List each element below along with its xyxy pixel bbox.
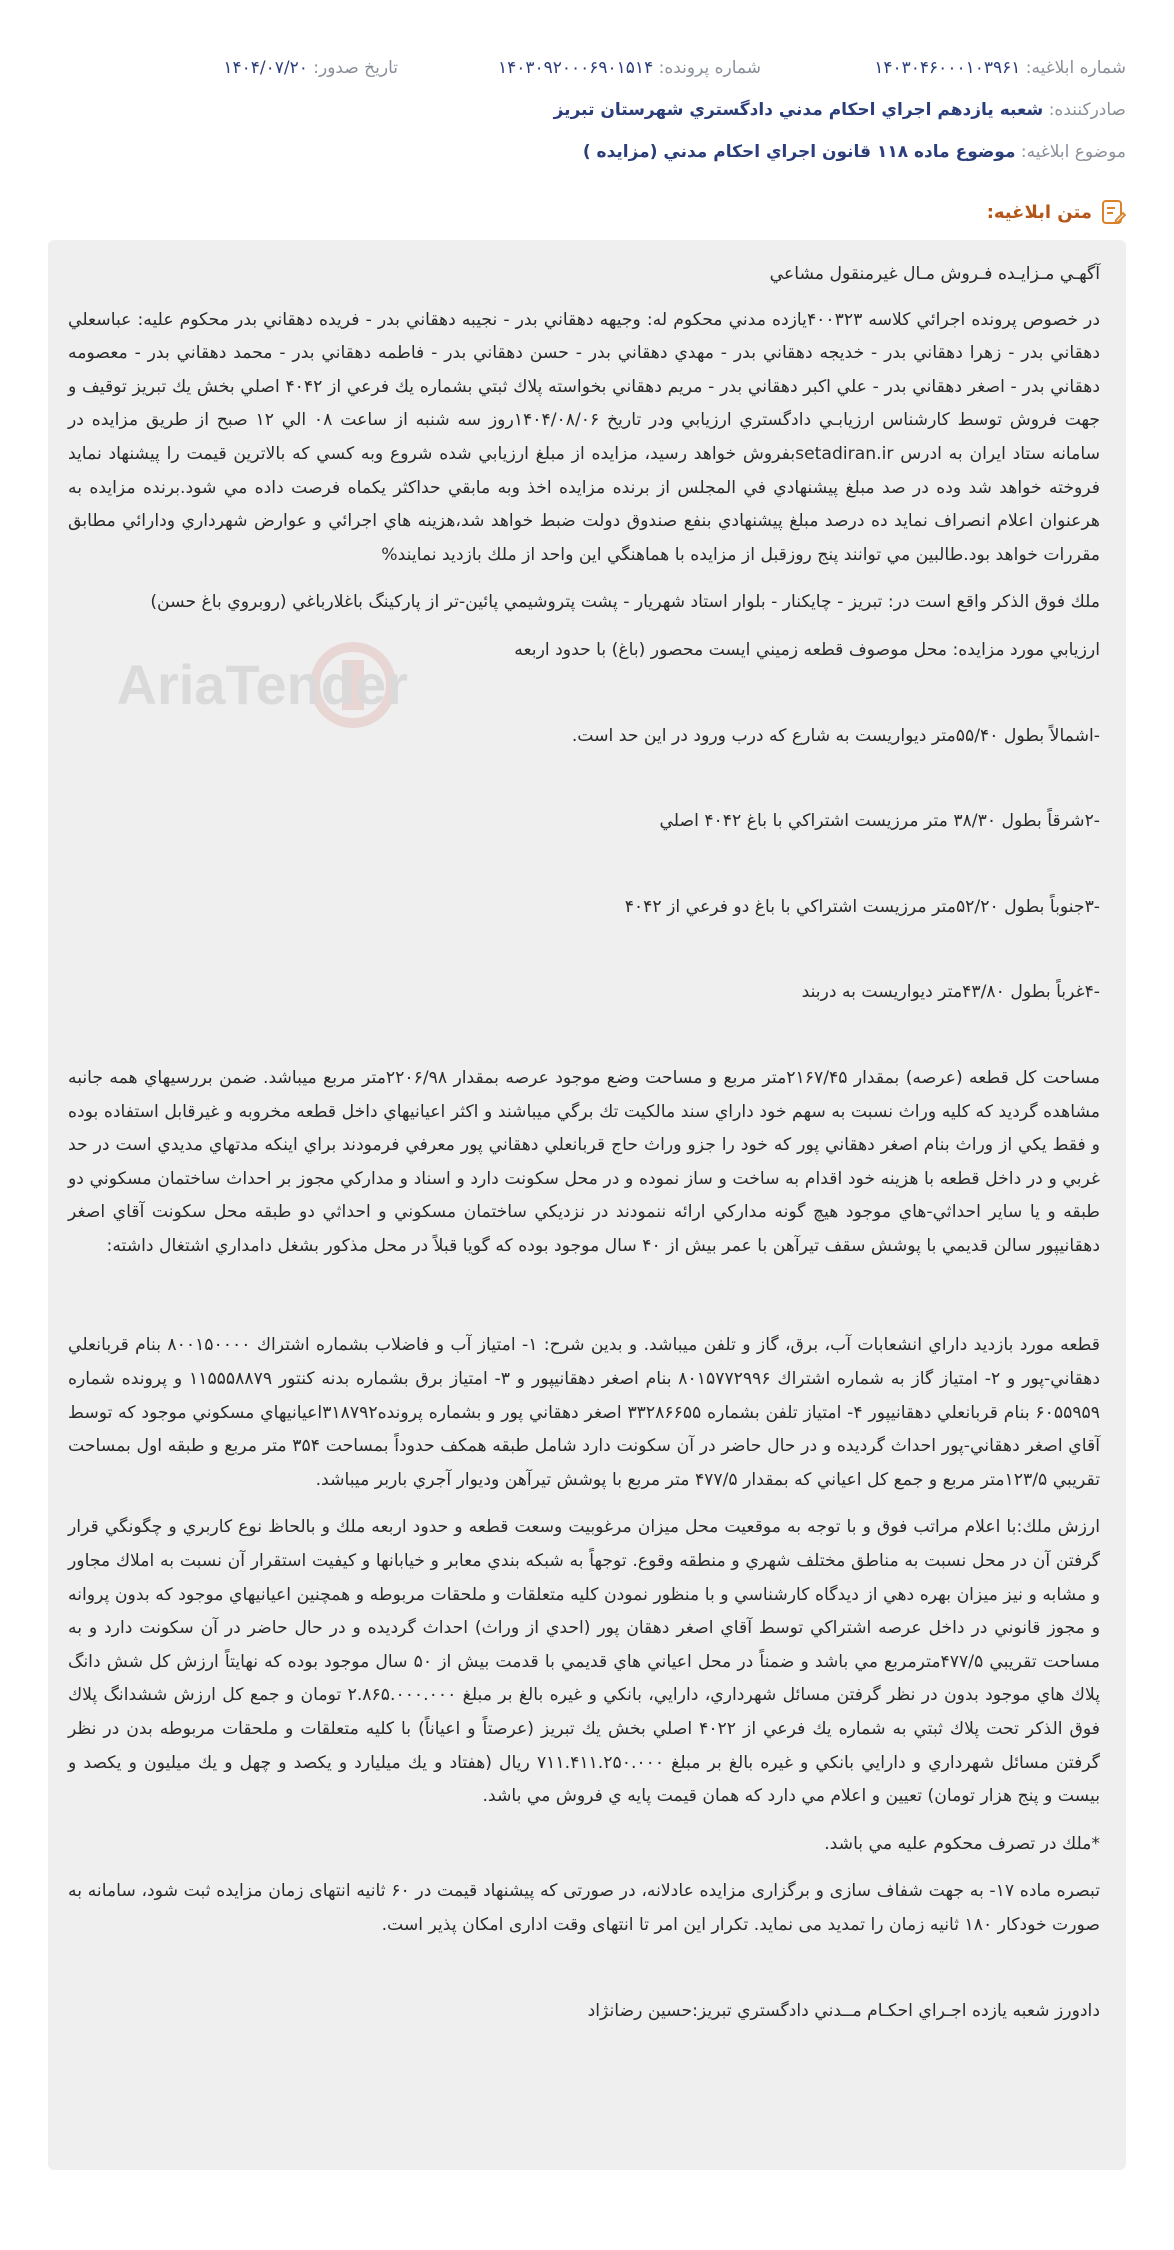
issue-date-label: تاریخ صدور: [313, 58, 398, 78]
issue-date-value: ۱۴۰۴/۰۷/۲۰ [223, 58, 308, 78]
issuer-value: شعبه یازدهم اجراي احكام مدني دادگستري شهرستان تبريز [553, 100, 1044, 120]
notice-text-header [987, 198, 1126, 226]
notice-boundary-west: -۴غرباً بطول ۴۳/۸۰متر ديواريست به دربند [801, 982, 1100, 1003]
notice-boundary-north: -اشمالاً بطول ۵۵/۴۰متر ديواريست به شارع كه درب ورود در اين حد است. [571, 725, 1100, 746]
notice-paragraph-possession: *ملك در تصرف محكوم عليه مي باشد. [824, 1833, 1100, 1854]
issuer-label: صادرکننده: [1048, 100, 1126, 120]
subject-value: موضوع ماده ۱۱۸ قانون اجراي احكام مدني (مزايده ) [582, 142, 1016, 162]
notice-number-value: ۱۴۰۳۰۴۶۰۰۰۱۰۳۹۶۱ [874, 58, 1021, 78]
meta-row-subject [48, 140, 1126, 164]
notice-signature: دادورز شعبه يازده اجـراي احكـام مــدني دادگستري تبريز:حسين رضانژاد [587, 2000, 1100, 2021]
notice-number [874, 56, 1126, 80]
notice-paragraph-area: مساحت كل قطعه (عرصه) بمقدار ۲۱۶۷/۴۵متر مربع و مساحت وضع موجود عرصه بمقدار ۲۲۰۶/۹۸متر مربع ميباشد. ضمن بررسيهاي همه جانبه مشاهده گرديد كه كليه وراث نسبت به سهم خود داراي سند مالكيت تك برگي ميباشند و اكثر اعيانيهاي داخل قطعه مخروبه و غيرقابل استفاده بوده و فقط يكي از وراث بنام اصغر دهقاني پور كه خود را جزو وراث حاج قربانعلي دهقاني پور معرفي فرمودند براي اينكه مدتهاي مديدي است در حد غربي و در داخل قطعه با هزينه خود اقدام به ساخت و ساز نموده و در محل سكونت دارد و اسناد و مداركي مجوز بر احداث ساختمان مسكوني دو طبقه و يا ساير احداثي-هاي موجود هيچ گونه مداركي ارائه ننمودند در نزديكي ساختمان مسكوني و احداثي دو طبقه محل سكونت آقاي اصغر دهقانيپور سالن قديمي با پوشش سقف تيرآهن با عمر بيش از ۴۰ سال موجود بوده كه گويا قبلاً در محل مذكور بشغل دامداري اشتغال داشته: [68, 1067, 1100, 1256]
notice-heading: آگهـي مـزايـده فـروش مـال غيرمنقول مشاعي [769, 264, 1100, 284]
case-number-value: ۱۴۰۳۰۹۲۰۰۰۶۹۰۱۵۱۴ [497, 58, 654, 78]
subject-label: موضوع ابلاغیه: [1020, 142, 1126, 162]
notice-number-label: شماره ابلاغیه: [1025, 58, 1126, 78]
notice-paragraph-case: در خصوص پرونده اجرائي كلاسه ۴۰۰۳۲۳يازده مدني محكوم له: وجيهه دهقاني بدر - نجيبه دهقاني بدر - فريده دهقاني بدر محكوم عليه: عباسعلي دهقاني بدر - زهرا دهقاني بدر - خديجه دهقاني بدر - مهدي دهقاني بدر - حسن دهقاني بدر - فاطمه دهقاني بدر - محمد دهقاني بدر - معصومه دهقاني بدر - اصغر دهقاني بدر - علي اكبر دهقاني بدر - مريم دهقاني بخواسته پلاك ثبتي بشماره يك فرعي از ۴۰۴۲ اصلي بخش يك تبريز توقيف و جهت فروش توسط كارشناس ارزيابـي دادگستري ارزيابي ودر تاريخ ۱۴۰۴/۰۸/۰۶روز سه شنبه از ساعت ۰۸ الي ۱۲ صبح از طريق مزايده در سامانه ستاد ايران به ادرس setadiran.irبفروش خواهد رسيد، مزايده از مبلغ ارزيابي شده شروع وبه كسي كه بالاترين قيمت را پيشنهاد نمايد فروخته خواهد شد وده در صد مبلغ پيشنهادي في المجلس از برنده مزايده اخذ وبه مابقي حداكثر يكماه فرصت داده مي شود.برنده مزايده به هرعنوان اعلام انصراف نمايد ده درصد مبلغ پيشنهادي بنفع صندوق دولت ضبط خواهد شد،هزينه هاي اجرائي و عوارض شهرداري ودارائي مطابق مقررات خواهد بود.طالبين مي توانند پنج روزقبل از مزايده با هماهنگي اين واحد از ملك بازديد نمايند% [68, 309, 1101, 565]
notice-text-title: متن ابلاغیه: [986, 201, 1092, 223]
case-number-label: شماره پرونده: [658, 58, 761, 78]
svg-text:AriaTender: AriaTender [116, 653, 408, 716]
notice-boundary-south: -۳جنوباً بطول ۵۲/۲۰متر مرزيست اشتراكي با باغ دو فرعي از ۴۰۴۲ [624, 896, 1100, 917]
case-number [498, 56, 761, 80]
issue-date [223, 56, 398, 80]
notice-paragraph-evaluation: ارزيابي مورد مزايده: محل موصوف قطعه زميني ايست محصور (باغ) با حدود اربعه [514, 639, 1100, 660]
notice-boundary-east: -۲شرقاً بطول ۳۸/۳۰ متر مرزيست اشتراكي با باغ ۴۰۴۲ اصلي [659, 811, 1100, 832]
notice-paragraph-value: ارزش ملك:با اعلام مراتب فوق و با توجه به موقعيت محل ميزان مرغوبيت وسعت قطعه و حدود اربعه ملك و بالحاظ نوع كاربري و چگونگي قرار گرفتن آن در محل نسبت به مناطق مختلف شهري و منطقه وقوع. توجهاً به شبكه بندي معابر و خيابانها و كيفيت استقرار آن نسبت به املاك مجاور و مشابه و نيز ميزان بهره دهي از ديدگاه كارشناسي و با منظور نمودن كليه متعلقات و ملحقات مربوطه و همچنين اعيانيهاي موجود كه بدون پروانه و مجوز قانوني در داخل عرصه اشتراكي توسط آقاي اصغر دهقان پور (احدي از وراث) احداث گرديده و در حال حاضر در آن سكونت دارد و به مساحت تقريبي ۴۷۷/۵مترمربع مي باشد و ضمناً در محل اعياني هاي قديمي با قدمت بيش از ۵۰ سال موجود بوده كه نهايتاً ارزش كل شش دانگ پلاك هاي موجود بدون در نظر گرفتن مسائل شهرداري، دارايي، بانكي و غيره بالغ بر مبلغ ۲.۸۶۵.۰۰۰.۰۰۰ تومان و جمع كل ارزش ششدانگ پلاك فوق الذكر تحت پلاك ثبتي به شماره يك فرعي از ۴۰۲۲ اصلي بخش يك تبريز (عرصتاً و اعياناً) با كليه متعلقات و ملحقات مربوطه بدن در نظر گرفتن مسائل شهرداري و دارايي بانكي و غيره بالغ بر مبلغ ۷۱۱.۴۱۱.۲۵۰.۰۰۰ ريال (هفتاد و يك ميليارد و يكصد و چهل و يك ميليون و يكصد و بيست و پنج هزار تومان) تعيين و اعلام مي دارد كه همان قيمت پايه ي فروش مي باشد. [68, 1517, 1100, 1807]
document-edit-icon [1100, 198, 1126, 226]
notice-paragraph-note: تبصره ماده ۱۷- به جهت شفاف سازی و برگزاری مزایده عادلانه، در صورتی که پیشنهاد قیمت در ۶۰ ثانیه انتهای زمان مزایده ثبت شود، سامانه به صورت خودکار ۱۸۰ ثانیه زمان را تمدید می نماید. تکرار این امر تا انتهای وقت اداری امکان پذیر است. [68, 1881, 1100, 1935]
notice-paragraph-utilities: قطعه مورد بازديد داراي انشعابات آب، برق، گاز و تلفن ميباشد. و بدين شرح: ۱- امتياز آب و فاضلاب بشماره اشتراك ۸۰۰۱۵۰۰۰۰ بنام قربانعلي دهقاني-پور و ۲- امتياز گاز به شماره اشتراك ۸۰۱۵۷۷۲۹۹۶ بنام اصغر دهقانيپور و ۳- امتياز برق بشماره بدنه كنتور ۱۱۵۵۵۸۸۷۹ و پرونده شماره ۶۰۵۵۹۵۹ بنام قربانعلي دهقانيپور ۴- امتياز تلفن بشماره ۳۳۲۸۶۶۵۵ اصغر دهقاني پور و بشماره پرونده۳۱۸۷۹۲اعيانيهاي مسكوني موجود كه توسط آقاي اصغر دهقاني-پور احداث گرديده و در حال حاضر در آن سكونت دارد شامل طبقه همكف حدوداً بمساحت ۳۵۴ متر مربع و طبقه اول بمساحت تقريبي ۱۲۳/۵متر مربع و جمع كل اعياني كه بمقدار ۴۷۷/۵ متر مربع با پوشش تيرآهن وديوار آجري باربر ميباشد. [68, 1335, 1101, 1490]
meta-row-issuer [48, 98, 1126, 122]
notice-body [48, 240, 1126, 2170]
notice-paragraph-location: ملك فوق الذكر واقع است در: تبريز - چايكنار - بلوار استاد شهريار - پشت پتروشيمي پائين-تر از پاركينگ باغلارباغي (روبروي باغ حسن) [150, 592, 1100, 613]
